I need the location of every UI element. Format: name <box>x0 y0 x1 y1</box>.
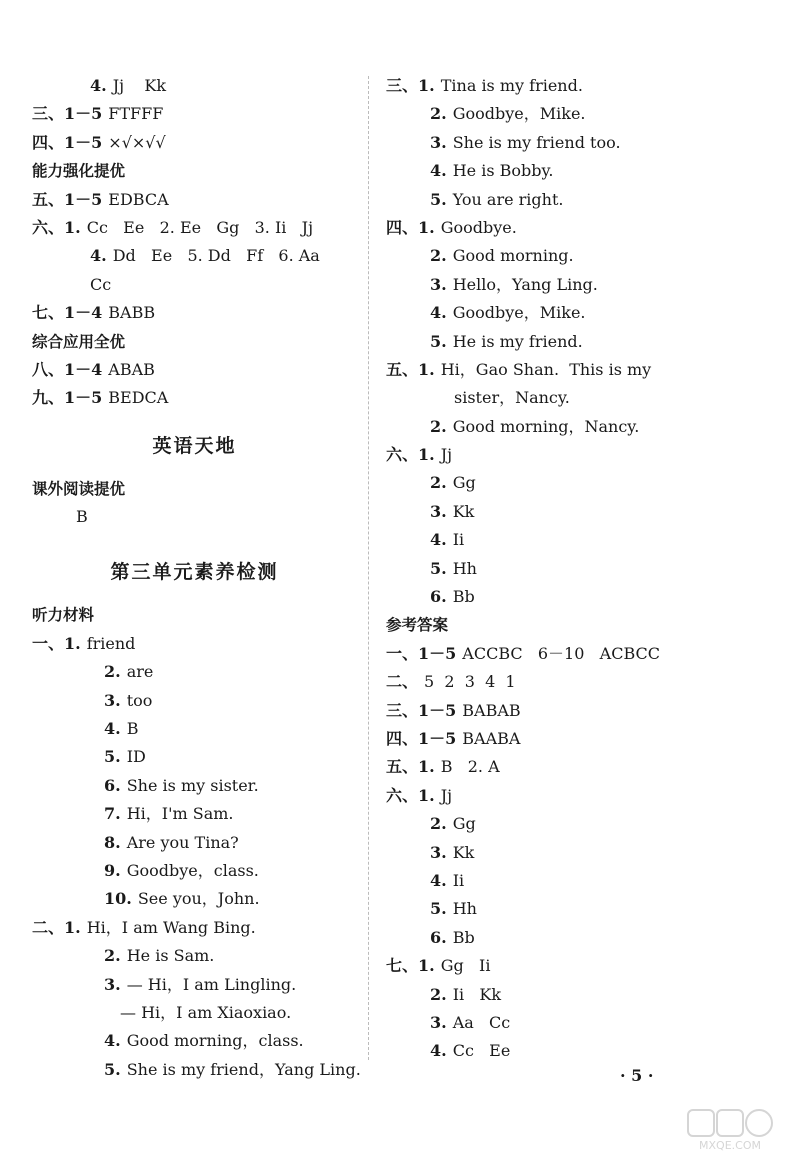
list-item: 5. Hh <box>430 558 477 578</box>
list-item: 3. Hello，Yang Ling. <box>430 274 598 294</box>
list-item: sister，Nancy. <box>454 388 570 408</box>
list-item: 二、1. Hi，I am Wang Bing. <box>32 917 256 937</box>
title-unit-test: 第三单元素养检测 <box>110 561 279 584</box>
answer-line: 七、1－4 BABB <box>32 303 156 323</box>
section-heading-reading: 课外阅读提优 <box>32 479 126 498</box>
list-item: 4. Cc Ee <box>430 1041 511 1061</box>
left-column <box>32 72 361 1084</box>
list-item: 5. He is my friend. <box>430 331 583 351</box>
list-item: 6. Bb <box>430 927 475 947</box>
watermark-logo <box>686 1108 774 1152</box>
answer-line: 九、1－5 BEDCA <box>32 388 169 408</box>
section-heading-apply: 综合应用全优 <box>32 332 126 351</box>
list-item: 9. Goodbye，class. <box>104 860 259 880</box>
list-item: 4. B <box>104 719 139 739</box>
page-number: · 5 · <box>620 1066 654 1085</box>
list-item: 3. Aa Cc <box>430 1012 511 1032</box>
answer-line: 五、1. B 2. A <box>386 757 500 777</box>
list-item: 2. He is Sam. <box>104 946 215 966</box>
list-item: 2. Good morning，Nancy. <box>430 416 640 436</box>
section-heading-answers: 参考答案 <box>386 616 449 635</box>
answer-line: 二、 5 2 3 4 1 <box>386 672 516 692</box>
answer-line: 五、1－5 EDBCA <box>32 189 169 209</box>
right-column <box>386 72 756 1066</box>
list-item: 10. See you，John. <box>104 889 260 909</box>
answer-line: 四、1－5 ×√×√√ <box>32 132 166 152</box>
list-item: 7. Hi，I'm Sam. <box>104 804 234 824</box>
list-item: 四、1. Goodbye. <box>386 217 517 237</box>
list-item: 3. She is my friend too. <box>430 132 621 152</box>
list-item: 3. too <box>104 690 153 710</box>
list-item: 6. Bb <box>430 587 475 607</box>
list-item: 2. Gg <box>430 473 476 493</box>
list-item: 3. — Hi，I am Lingling. <box>104 974 297 994</box>
answer-line: 三、1－5 BABAB <box>386 700 521 720</box>
answer-line: 一、1－5 ACCBC 6－10 ACBCC <box>386 643 661 663</box>
title-english-world: 英语天地 <box>152 434 237 457</box>
list-item: — Hi，I am Xiaoxiao. <box>120 1002 292 1022</box>
list-item: 5. She is my friend，Yang Ling. <box>104 1059 361 1079</box>
section-heading-ability: 能力强化提优 <box>32 162 126 181</box>
list-item: 五、1. Hi，Gao Shan. This is my <box>386 359 652 379</box>
list-item: 4. Good morning，class. <box>104 1031 304 1051</box>
list-item: 七、1. Gg Ii <box>386 956 491 976</box>
answer-line: Cc <box>90 274 112 294</box>
list-item: 2. Goodbye，Mike. <box>430 104 586 124</box>
answer-line: 四、1－5 BAABA <box>386 728 521 748</box>
list-item: 3. Kk <box>430 842 475 862</box>
list-item: 三、1. Tina is my friend. <box>386 76 583 95</box>
answer-line: 三、1－5 FTFFF <box>32 104 164 124</box>
column-divider <box>368 76 369 1060</box>
list-item: 六、1. Jj <box>386 785 453 805</box>
list-item: 2. Good morning. <box>430 246 574 266</box>
list-item: 5. You are right. <box>430 189 564 209</box>
list-item: 4. Goodbye，Mike. <box>430 303 586 323</box>
list-item: 六、1. Jj <box>386 445 453 465</box>
list-item: 8. Are you Tina? <box>104 832 239 852</box>
list-item: 4. He is Bobby. <box>430 161 554 181</box>
list-item: 一、1. friend <box>32 633 136 653</box>
list-item: 5. Hh <box>430 899 477 919</box>
list-item: 3. Kk <box>430 501 475 521</box>
answer-line: 4. Jj Kk <box>90 76 167 95</box>
list-item: 2. Gg <box>430 814 476 834</box>
reading-answer: B <box>76 507 88 527</box>
list-item: 4. Ii <box>430 870 465 890</box>
list-item: 4. Ii <box>430 530 465 550</box>
answer-line: 六、1. Cc Ee 2. Ee Gg 3. Ii Jj <box>32 217 314 237</box>
list-item: 6. She is my sister. <box>104 775 259 795</box>
list-item: 2. Ii Kk <box>430 984 502 1004</box>
list-item: 2. are <box>104 662 154 682</box>
watermark-text: MXQE.COM <box>699 1139 761 1152</box>
answer-line: 八、1－4 ABAB <box>32 359 155 379</box>
section-heading-listening: 听力材料 <box>32 606 95 625</box>
list-item: 5. ID <box>104 747 146 767</box>
answer-line: 4. Dd Ee 5. Dd Ff 6. Aa <box>90 246 320 266</box>
